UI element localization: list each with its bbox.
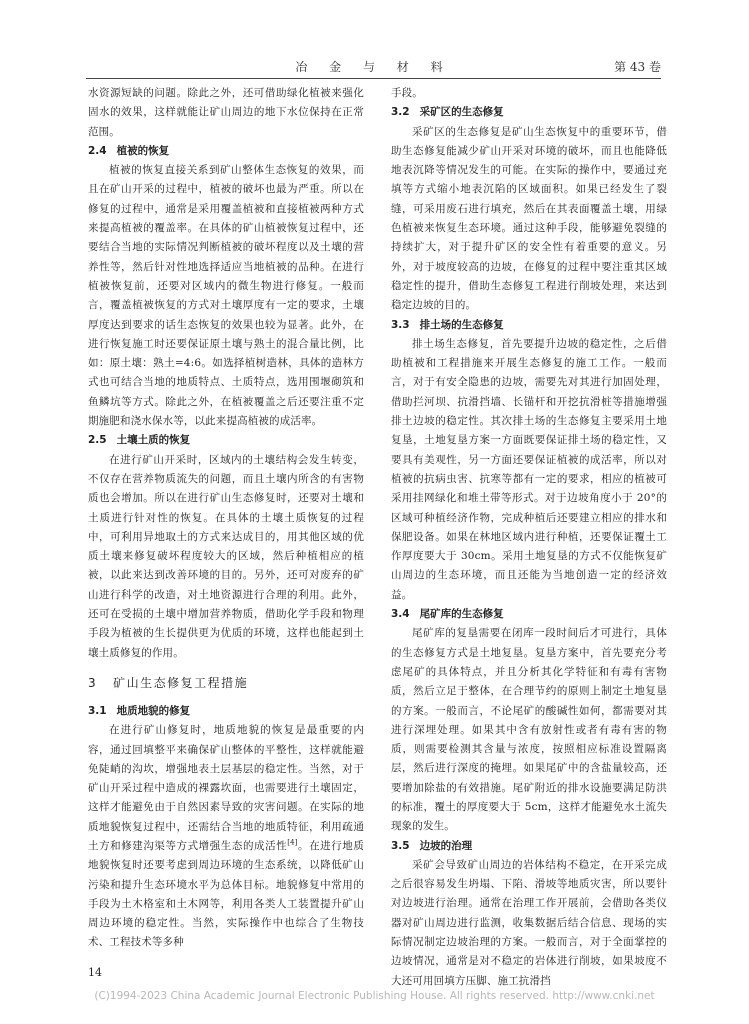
section-number: 2.4: [88, 144, 107, 157]
left-column: [88, 84, 364, 953]
volume-label: 第 43 卷: [614, 60, 661, 74]
section-heading-2-5: [88, 431, 364, 450]
section-title: 采矿区的生态修复: [419, 106, 504, 119]
section-heading-2-4: [88, 142, 364, 161]
citation-ref: [4]: [287, 838, 298, 847]
section-heading-3-3: [391, 316, 667, 335]
paragraph-continued: 水资源短缺的问题。除此之外，还可借助绿化植被来强化固水的效果，这样就能让矿山周边的地下水位保持在正常范围。: [88, 87, 364, 138]
section-title: 排土场的生态修复: [419, 318, 504, 331]
paragraph: 采矿区的生态修复是矿山生态恢复中的重要环节，借助生态修复能减少矿山开采对环境的破坏，而且也能降低地表沉降等情况发生的可能。在实际的操作中，要通过充填等方式缩小地表沉陷的区域面积。如果已经发生了裂缝，可采用废石进行填充，然后在其表面覆盖土壤，用绿色植被来恢复生态环境。通过这种手段，能够避免裂缝的持续扩大，对于提升矿区的安全性有着重要的意义。另外，对于坡度较高的边坡，在修复的过程中要注重其区域稳定性的提升，借助生态修复工程进行削坡处理，来达到稳定边坡的目的。: [391, 125, 667, 312]
section-heading-3-1: [88, 702, 364, 721]
paragraph: 植被的恢复直接关系到矿山整体生态恢复的效果，而且在矿山开采的过程中，植被的破坏也最为严重。所以在修复的过程中，通常是采用覆盖植被和直接植被两种方式来提高植被的覆盖率。在具体的矿山植被恢复过程中，还要结合当地的实际情况判断植被的破坏程度以及土壤的营养性等，然后针对性地选择适应当地植被的品种。在进行植被恢复前，还要对区域内的微生物进行修复。一般而言，覆盖植被恢复的方式对土壤厚度有一定的要求，土壤厚度达到要求的话生态恢复的效果也较为显著。此外，在进行恢复施工时还要保证原土壤与熟土的混合量比例，比如：原土壤：熟土=4:6。如选择植树造林，具体的造林方式也可结合当地的地质特点、土质特点，选用围堰砌筑和鱼鳞坑等方式。除此之外，在植被覆盖之后还要注重不定期施肥和浇水保水等，以此来提高植被的成活率。: [88, 164, 364, 428]
right-column: [391, 84, 667, 991]
paragraph: 尾矿库的复垦需要在闭库一段时间后才可进行，具体的生态修复方式是土地复垦。复垦方案中，首先要充分考虑尾矿的具体特点，并且分析其化学特征和有毒有害物质，然后立足于整体，在合理节约的原则上制定土地复垦的方案。一般而言，不论尾矿的酸碱性如何，都需要对其进行深埋处理。如果其中含有放射性或者有毒有害的物质，则需要检测其含量与浓度，按照相应标准设置隔离层，然后进行深度的掩埋。如果尾矿中的含盐量较高，还要增加除盐的有效措施。尾矿附近的排水设施要满足防洪的标准，覆土的厚度要大于 5cm，这样才能避免水土流失现象的发生。: [391, 627, 667, 833]
section-title: 土壤土质的恢复: [116, 434, 191, 447]
page-number: 14: [88, 966, 102, 979]
section-title: 边坡的治理: [419, 839, 473, 852]
section-heading-3: [88, 672, 364, 694]
paragraph: 在进行矿山开采时，区域内的土壤结构会发生转变，不仅存在营养物质流失的问题，而且土壤内所含的有害物质也会增加。所以在进行矿山生态修复时，还要对土壤和土质进行针对性的恢复。在具体的土壤土质恢复的过程中，可利用异地取土的方式来达成目的，用其他区域的优质土壤来修复破坏程度较大的区域，然后种植相应的植被，以此来达到改善环境的目的。另外，还可对废弃的矿山进行科学的改造，对土地资源进行合理的利用。此外，还可在受损的土壤中增加营养物质，借助化学手段和物理手段为植被的生长提供更为优质的环境，这样也能起到土壤土质修复的作用。: [88, 453, 364, 659]
copyright-footer: (C)1994-2023 China Academic Journal Electronic Publishing House. All rights reserved. http://www.cnki.net: [94, 990, 655, 1002]
section-number: 3.1: [88, 704, 107, 717]
section-title: 地质地貌的修复: [116, 704, 191, 717]
section-number: 3: [88, 675, 98, 690]
section-title: 矿山生态修复工程措施: [113, 675, 249, 690]
section-number: 3.3: [391, 318, 410, 331]
section-heading-3-4: [391, 605, 667, 624]
journal-title: 冶 金 与 材 料: [295, 60, 452, 74]
running-header: [86, 56, 661, 79]
paragraph-text: 。在进行地质地貌恢复时还要考虑到周边环境的生态系统，以降低矿山污染和提升生态环境水平为总体目标。地貌修复中常用的手段为土木格室和土木网等，利用各类人工装置提升矿山周边环境的稳定性。当然，实际操作中也综合了生物技术、工程技术等多种: [88, 839, 364, 949]
paragraph: [88, 721, 364, 953]
section-title: 植被的恢复: [116, 144, 170, 157]
section-heading-3-2: [391, 103, 667, 122]
paragraph-text: 在进行矿山修复时，地质地貌的恢复是最重要的内容，通过回填整平来确保矿山整体的平整性，这样就能避免陡峭的沟坎，增强地表土层基层的稳定性。当然，对于矿山开采过程中造成的裸露坎面，也需要进行土壤固定，这样才能避免由于自然因素导致的灾害问题。在实际的地质地貌恢复过程中，还需结合当地的地质特征，利用疏通土方和修建沟渠等方式增强生态的成活性: [88, 724, 364, 852]
section-number: 3.5: [391, 839, 410, 852]
section-number: 3.2: [391, 106, 410, 119]
section-heading-3-5: [391, 837, 667, 856]
paragraph: 排土场生态修复，首先要提升边坡的稳定性，之后借助植被和工程措施来开展生态修复的施工工作。一般而言，对于有安全隐患的边坡，需要先对其进行加固处理，借助拦河坝、抗滑挡墙、长锚杆和开挖抗滑桩等措施增强排土边坡的稳定性。其次排土场的生态修复主要采用土地复垦，土地复垦方案一方面既要保证排土场的稳定性，又要具有美观性，另一方面还要保证植被的成活率，所以对植被的抗病虫害、抗寒等都有一定的要求，相应的植被可采用挂网绿化和堆土带等形式。对于边坡角度小于 20°的区域可种植经济作物，完成种植后还要建立相应的排水和保肥设备。如果在林地区域内进行种植，还要保证覆土工作厚度要大于 30cm。采用土地复垦的方式不仅能恢复矿山周边的生态环境，而且还能为当地创造一定的经济效益。: [391, 337, 667, 601]
section-number: 3.4: [391, 608, 410, 621]
paragraph-continued: 手段。: [391, 87, 423, 99]
section-title: 尾矿库的生态修复: [419, 608, 504, 621]
paragraph: 采矿会导致矿山周边的岩体结构不稳定，在开采完成之后很容易发生坍塌、下陷、滑坡等地质灾害，所以要针对边坡进行治理。通常在治理工作开展前，会借助各类仪器对矿山周边进行监测，收集数据后结合信息、现场的实际情况制定边坡治理的方案。一般而言，对于全面掌控的边坡情况，通常是对不稳定的岩体进行削坡，如果坡度不大还可用回填方压脚、施工抗滑挡: [391, 858, 667, 987]
section-number: 2.5: [88, 434, 107, 447]
